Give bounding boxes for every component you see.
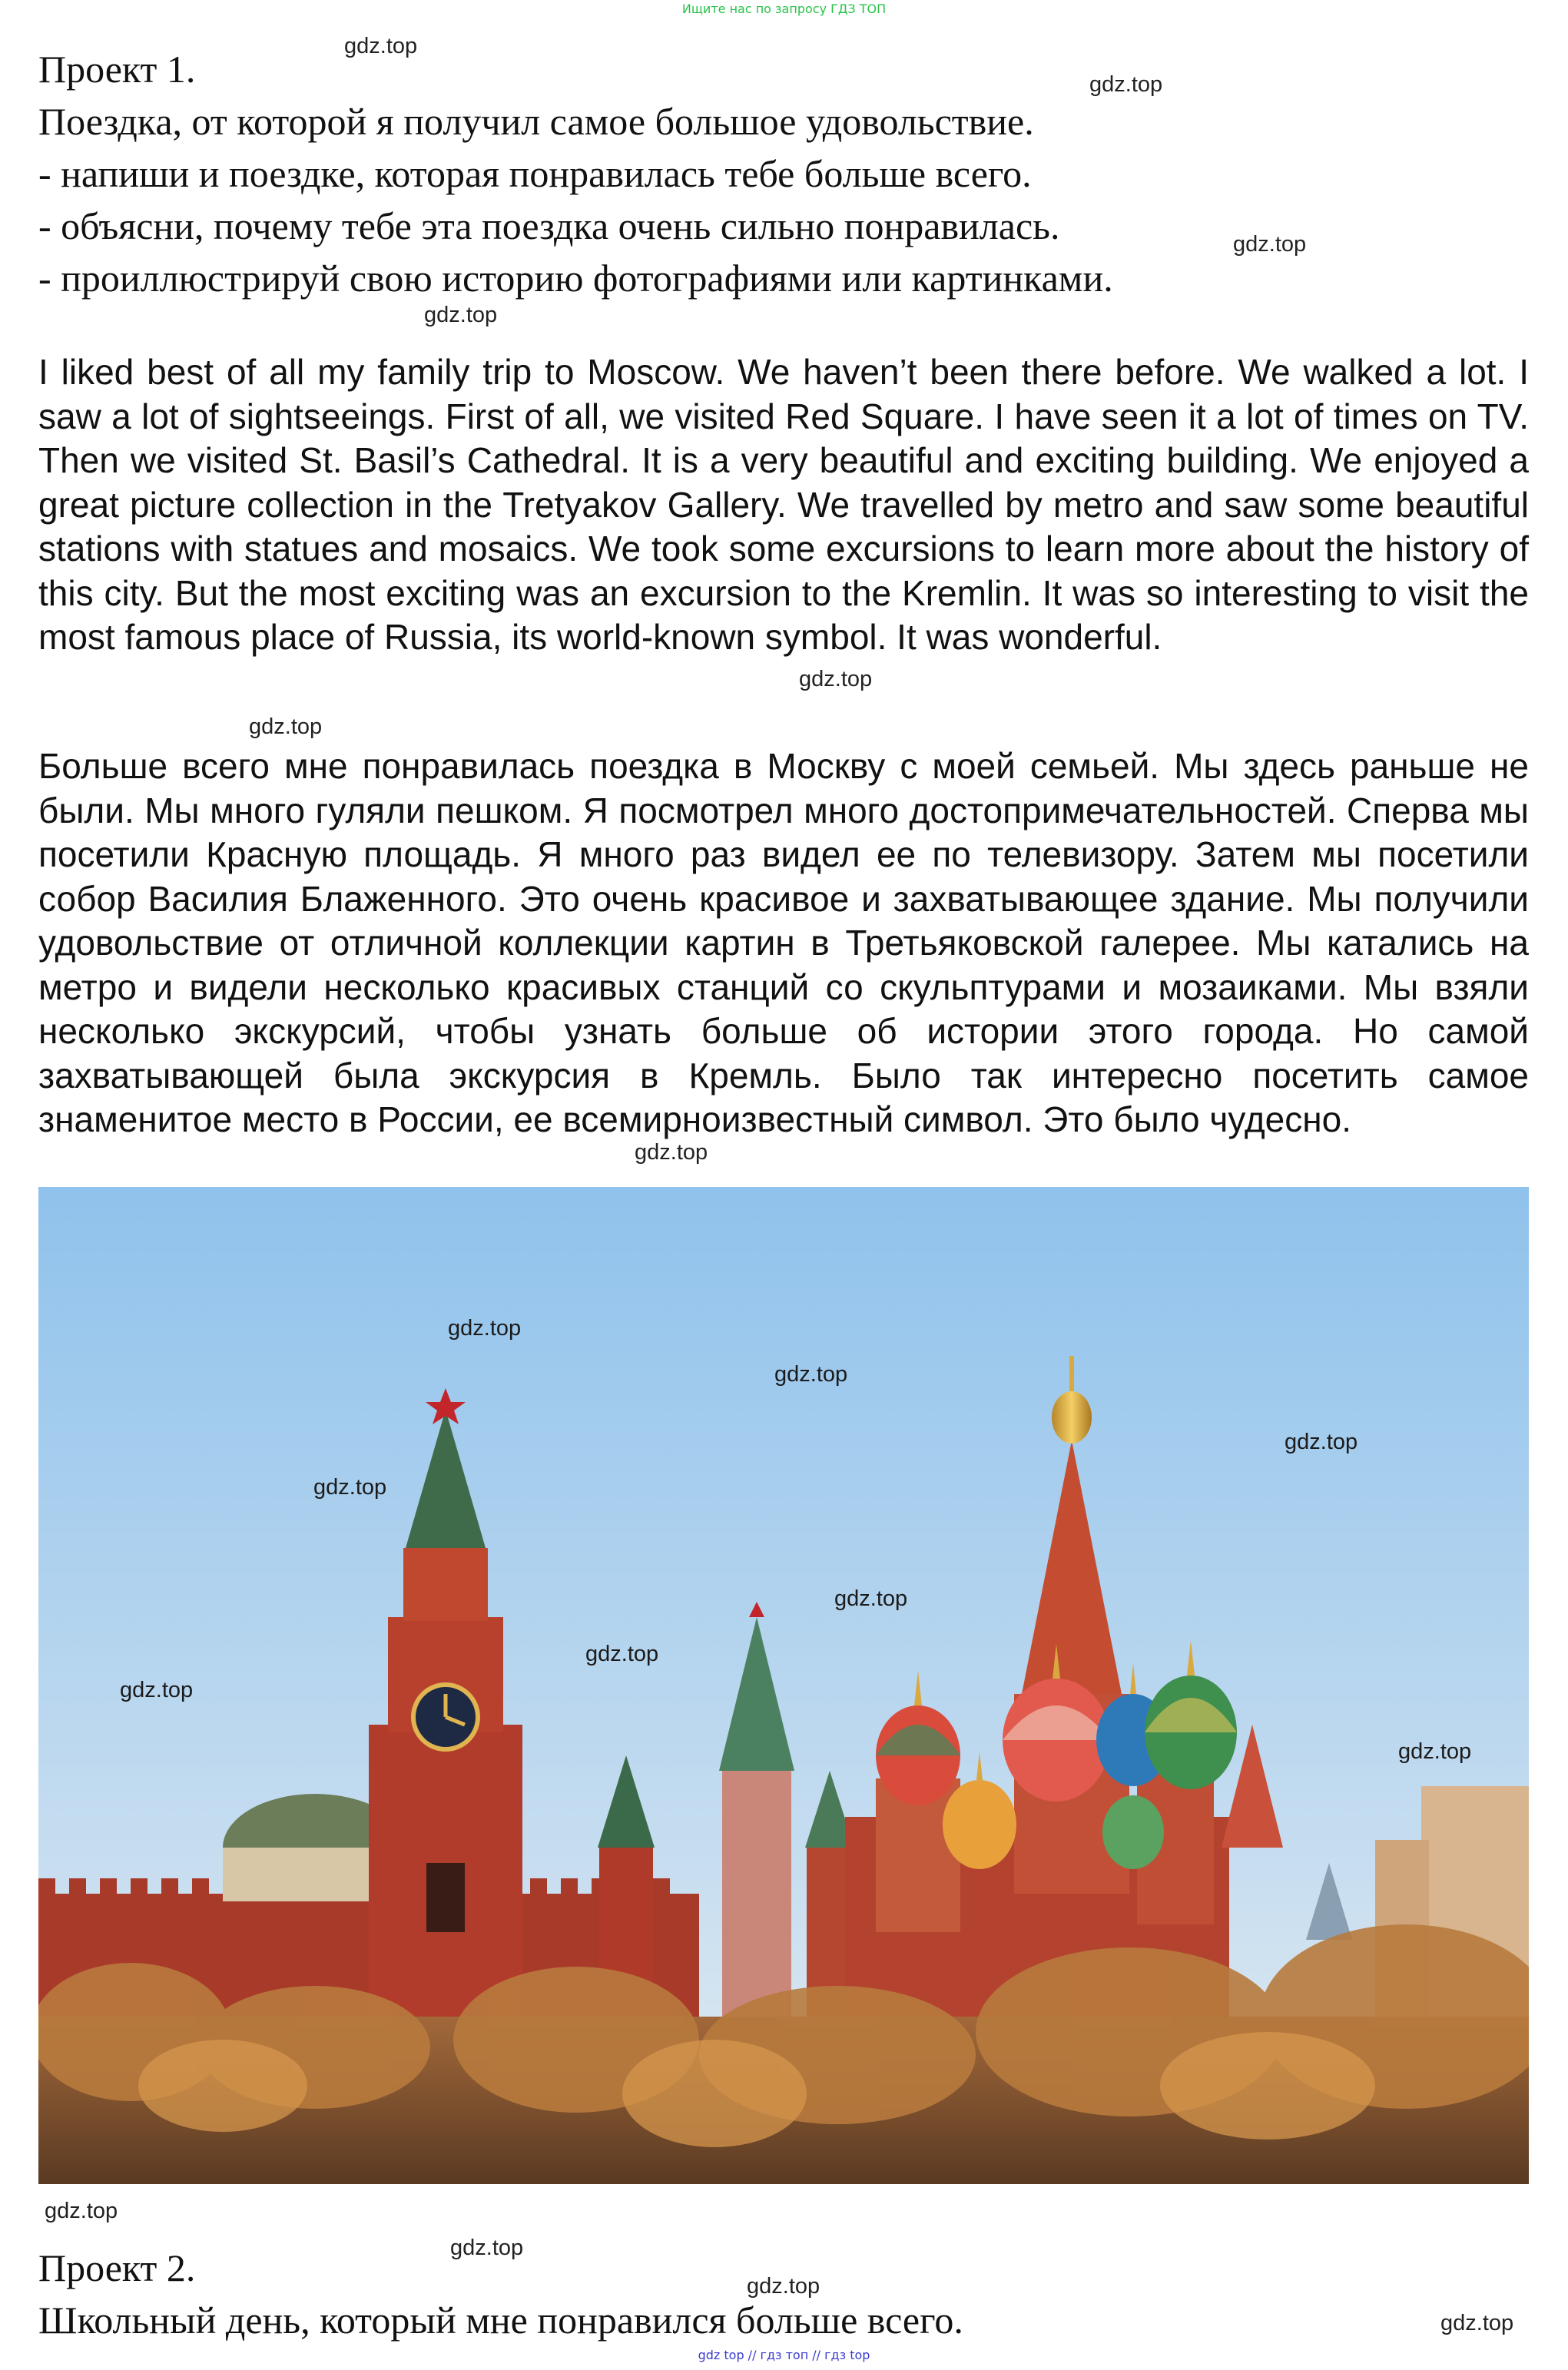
project1-topic: Поездка, от которой я получил самое большое удовольствие. [38, 100, 1034, 143]
watermark: gdz.top [45, 2199, 118, 2223]
watermark: gdz.top [1233, 232, 1307, 257]
watermark: gdz.top [249, 714, 323, 739]
footer-links[interactable]: gdz top // гдз топ // гдз top [698, 2348, 870, 2362]
watermark: gdz.top [1285, 1430, 1358, 1454]
watermark: gdz.top [799, 667, 873, 691]
watermark: gdz.top [448, 1316, 522, 1341]
project1-task-1: - напиши и поездке, которая понравилась тебе больше всего. [38, 152, 1032, 195]
project1-task-2: - объясни, почему тебе эта поездка очень сильно понравилась. [38, 204, 1060, 247]
watermark: gdz.top [747, 2274, 820, 2299]
watermark: gdz.top [313, 1475, 387, 1500]
watermark: gdz.top [774, 1362, 848, 1387]
watermark: gdz.top [1440, 2311, 1514, 2335]
project1-title: Проект 1. [38, 48, 196, 91]
watermark: gdz.top [120, 1678, 194, 1702]
watermark: gdz.top [1089, 72, 1163, 97]
project2-title: Проект 2. [38, 2246, 196, 2289]
watermark: gdz.top [450, 2236, 524, 2260]
watermark: gdz.top [635, 1140, 708, 1165]
watermark: gdz.top [1398, 1739, 1472, 1764]
project1-task-3: - проиллюстрируй свою историю фотографиями или картинками. [38, 257, 1113, 300]
red-square-photo [38, 1187, 1529, 2184]
watermark: gdz.top [585, 1642, 659, 1666]
russian-essay: Больше всего мне понравилась поездка в Москву с моей семьей. Мы здесь раньше не были. Мы много гуляли пешком. Я посмотрел много достопримечательностей. Сперва мы посетили Красную площадь. Я много раз видел ее по телевизору. Затем мы посетили собор Василия Блаженного. Это очень красивое и захватывающее здание. Мы получили удовольствие от отличной коллекции картин в Третьяковской галерее. Мы катались на метро и видели несколько красивых станций со скульптурами и мозаиками. Мы взяли несколько экскурсий, чтобы узнать больше об истории этого города. Но самой захватывающей была экскурсия в Кремль. Было так интересно посетить самое знаменитое место в России, ее всемирноизвестный символ. Это было чудесно. [38, 746, 1529, 1139]
top-search-note: Ищите нас по запросу ГДЗ ТОП [681, 2, 887, 16]
project2-topic: Школьный день, который мне понравился больше всего. [38, 2299, 963, 2342]
watermark: gdz.top [834, 1586, 908, 1611]
watermark: gdz.top [344, 34, 418, 58]
watermark: gdz.top [424, 303, 498, 327]
english-essay: I liked best of all my family trip to Moscow. We haven’t been there before. We walked a lot. I saw a lot of sightseeings. First of all, we visited Red Square. I have seen it a lot of times on TV. Then we visited St. Basil’s Cathedral. It is a very beautiful and exciting building. We enjoyed a great picture collection in the Tretyakov Gallery. We travelled by metro and saw some beautiful stations with statues and mosaics. We took some excursions to learn more about the history of this city. But the most exciting was an excursion to the Kremlin. It was so interesting to visit the most famous place of Russia, its world-known symbol. It was wonderful. [38, 352, 1529, 657]
